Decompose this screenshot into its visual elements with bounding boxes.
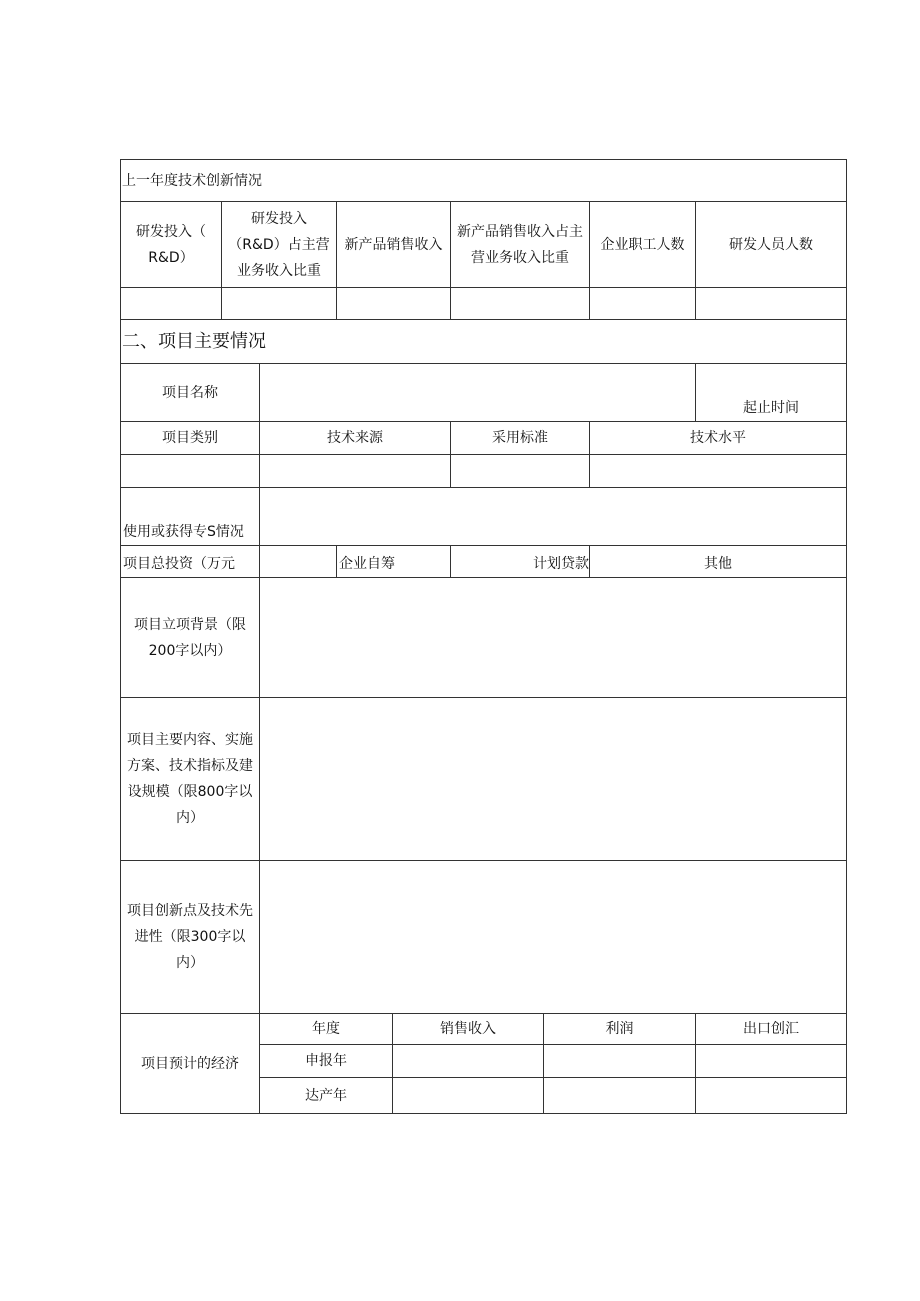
border-bottom — [120, 1113, 847, 1114]
label-standard: 采用标准 — [492, 430, 548, 446]
label-economics: 项目预计的经济 — [141, 1055, 239, 1072]
econ-production-profit-field[interactable] — [544, 1078, 695, 1113]
header-employee-count: 企业职工人数 — [600, 236, 685, 253]
econ-apply-export-field[interactable] — [696, 1045, 846, 1077]
label-self-funded: 企业自筹 — [339, 556, 395, 572]
border-right — [846, 159, 847, 1114]
econ-apply-sales-field[interactable] — [393, 1045, 543, 1077]
section1-title: 上一年度技术创新情况 — [122, 172, 262, 189]
label-total-investment: 项目总投资（万元 — [123, 556, 235, 572]
project-category-field[interactable] — [121, 455, 259, 487]
label-innovation: 项目创新点及技术先 进性（限300字以 内） — [127, 903, 253, 971]
header-rd-investment: 研发投入（ R&D） — [136, 223, 206, 266]
econ-header-year: 年度 — [312, 1021, 340, 1037]
econ-header-profit: 利润 — [605, 1021, 634, 1037]
label-project-category: 项目类别 — [162, 430, 218, 446]
background-field[interactable] — [260, 578, 846, 697]
label-background: 项目立项背景（限 200字以内） — [134, 616, 246, 659]
label-patent: 使用或获得专S情况 — [123, 524, 244, 540]
employee-count-field[interactable] — [590, 288, 695, 319]
header-rd-ratio: 研发投入 （R&D）占主营 业务收入比重 — [228, 210, 330, 279]
total-investment-field[interactable] — [260, 546, 336, 577]
project-name-field[interactable] — [260, 364, 695, 421]
patent-field[interactable] — [260, 488, 846, 545]
label-start-end-time: 起止时间 — [743, 400, 799, 416]
label-planned-loan: 计划贷款 — [533, 556, 589, 572]
header-new-product-ratio: 新产品销售收入占主 营业务收入比重 — [457, 223, 583, 266]
new-product-ratio-field[interactable] — [451, 288, 589, 319]
new-product-sales-field[interactable] — [337, 288, 450, 319]
label-tech-source: 技术来源 — [327, 430, 383, 446]
label-tech-level: 技术水平 — [690, 430, 746, 446]
econ-header-sales: 销售收入 — [440, 1021, 496, 1037]
header-new-product-sales: 新产品销售收入 — [344, 236, 443, 253]
econ-header-export: 出口创汇 — [743, 1021, 799, 1037]
econ-row-production-year: 达产年 — [305, 1087, 347, 1104]
econ-apply-profit-field[interactable] — [544, 1045, 695, 1077]
label-other: 其他 — [704, 556, 732, 572]
econ-production-export-field[interactable] — [696, 1078, 846, 1113]
rd-ratio-field[interactable] — [222, 288, 336, 319]
tech-level-field[interactable] — [590, 455, 846, 487]
rd-investment-field[interactable] — [121, 288, 221, 319]
rd-staff-count-field[interactable] — [696, 288, 846, 319]
standard-field[interactable] — [451, 455, 589, 487]
label-project-name: 项目名称 — [162, 384, 218, 401]
label-main-content: 项目主要内容、实施 方案、技术指标及建 设规模（限800字以 内） — [127, 732, 253, 826]
innovation-field[interactable] — [260, 861, 846, 1013]
header-rd-staff-count: 研发人员人数 — [729, 236, 813, 253]
section2-title: 二、项目主要情况 — [122, 330, 266, 352]
tech-source-field[interactable] — [260, 455, 450, 487]
econ-production-sales-field[interactable] — [393, 1078, 543, 1113]
econ-row-apply-year: 申报年 — [305, 1053, 347, 1069]
main-content-field[interactable] — [260, 698, 846, 860]
